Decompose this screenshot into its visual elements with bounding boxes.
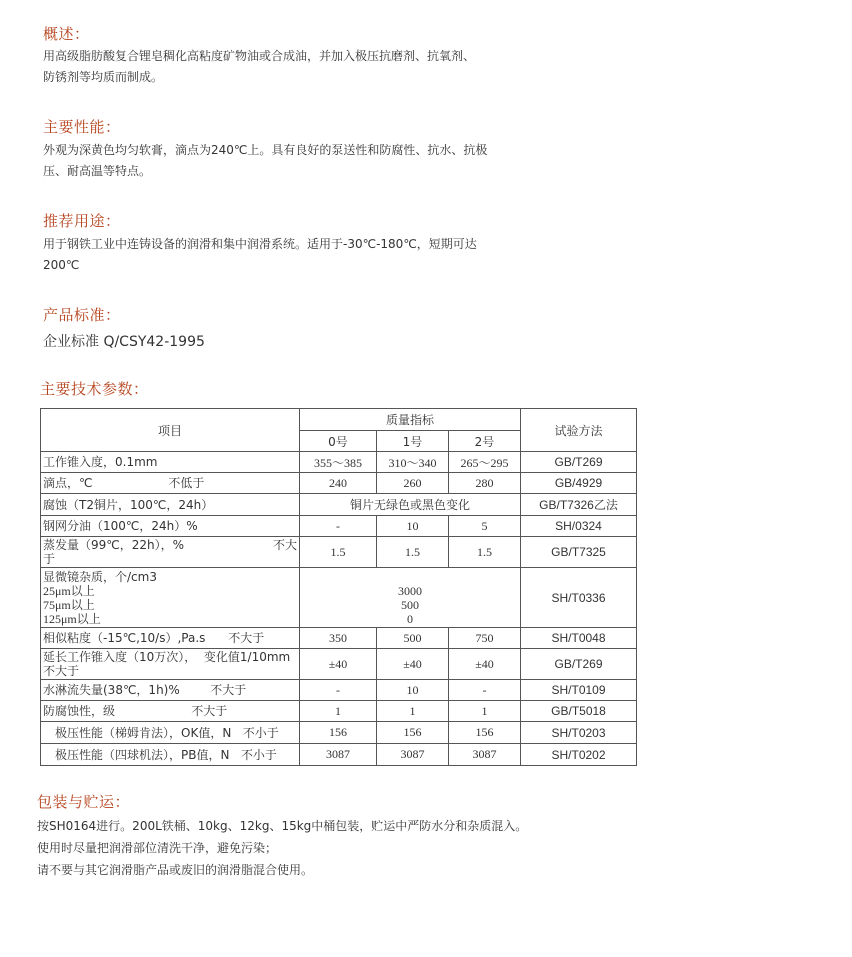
row-method: SH/T0336 — [521, 568, 637, 628]
row-item — [41, 722, 300, 744]
table-row — [41, 701, 637, 722]
row-item: 钢网分油（100℃，24h）% — [41, 516, 300, 537]
row-value: 1.5 — [449, 537, 521, 568]
row-method: SH/T0202 — [521, 744, 637, 766]
row-value: - — [300, 680, 377, 701]
row-item: 工作锥入度，0.1mm — [41, 452, 300, 473]
standard-text: 企业标准 Q/CSY42-1995 — [43, 334, 205, 350]
packaging-title: 包装与贮运： — [37, 793, 131, 811]
row-method: SH/T0109 — [521, 680, 637, 701]
row-item-label: 滴点，℃ — [43, 476, 93, 490]
row-method: GB/T7325 — [521, 537, 637, 568]
header-grade-2: 2号 — [449, 431, 521, 452]
performance-line: 压、耐高温等特点。 — [43, 164, 152, 178]
overview-text — [43, 46, 475, 88]
header-method: 试验方法 — [521, 409, 637, 452]
row-item-label: 水淋流失量(38℃，1h)% 不大于 — [43, 683, 247, 697]
row-item-line: 延长工作锥入度（10万次）， 变化值1/10mm — [43, 650, 291, 664]
row-value: 3087 — [449, 744, 521, 766]
packaging-line: 请不要与其它润滑脂产品或废旧的润滑脂混合使用。 — [37, 863, 314, 877]
row-value: 1 — [449, 701, 521, 722]
row-item — [41, 649, 300, 680]
row-item — [41, 568, 300, 628]
performance-title: 主要性能： — [43, 118, 121, 136]
row-value: - — [300, 516, 377, 537]
table-row — [41, 516, 637, 537]
row-item — [41, 701, 300, 722]
row-item-label: 极压性能（四球机法），PB值，N 不小于 — [55, 747, 277, 762]
row-value: 3087 — [377, 744, 449, 766]
row-item-line: 75μm以上 — [43, 597, 95, 612]
row-value: 350 — [300, 628, 377, 649]
tech-title: 主要技术参数： — [40, 380, 149, 398]
row-item-line: 125μm以上 — [43, 611, 101, 626]
row-method: SH/0324 — [521, 516, 637, 537]
row-item-label: 蒸发量（99℃，22h），% — [43, 538, 185, 552]
row-item-label: 极压性能（梯姆肯法），OK值，N 不小于 — [55, 725, 279, 740]
row-item-limit: 不低于 — [168, 476, 205, 490]
usage-line: 用于钢铁工业中连铸设备的润滑和集中润滑系统。适用于-30℃-180℃，短期可达 — [43, 237, 477, 251]
packaging-line: 使用时尽量把润滑部位清洗干净，避免污染； — [37, 841, 278, 855]
table-row — [41, 452, 637, 473]
packaging-line: 按SH0164进行。200L铁桶、10kg、12kg、15kg中桶包装，贮运中严防水分和杂质混入。 — [37, 819, 528, 833]
row-method: SH/T0203 — [521, 722, 637, 744]
row-item-limit: 不大 — [272, 538, 297, 552]
row-method: GB/T5018 — [521, 701, 637, 722]
table-row — [41, 473, 637, 494]
table-row — [41, 537, 637, 568]
header-grade-1: 1号 — [377, 431, 449, 452]
row-item-label: 防腐蚀性，级 不大于 — [43, 704, 228, 718]
table-header-row — [41, 409, 637, 431]
row-item-line: 不大于 — [43, 664, 80, 678]
table-row — [41, 722, 637, 744]
overview-title: 概述： — [43, 25, 90, 43]
table-row — [41, 649, 637, 680]
row-value: 1 — [377, 701, 449, 722]
row-item: 腐蚀（T2铜片，100℃，24h） — [41, 494, 300, 516]
row-value: 10 — [377, 516, 449, 537]
table-row — [41, 744, 637, 766]
table-row — [41, 494, 637, 516]
row-value: 500 — [377, 628, 449, 649]
usage-title: 推荐用途： — [43, 212, 121, 230]
row-value: 156 — [300, 722, 377, 744]
packaging-text — [37, 815, 527, 881]
row-item-line: 显微镜杂质，个/cm3 — [43, 569, 157, 584]
header-grade-0: 0号 — [300, 431, 377, 452]
performance-line: 外观为深黄色均匀软膏，滴点为240℃上。具有良好的泵送性和防腐性、抗水、抗极 — [43, 143, 488, 157]
row-method: GB/T7326乙法 — [521, 494, 637, 516]
row-value: 240 — [300, 473, 377, 494]
row-value: 10 — [377, 680, 449, 701]
usage-line: 200℃ — [43, 258, 80, 272]
row-method: SH/T0048 — [521, 628, 637, 649]
row-value: 156 — [449, 722, 521, 744]
row-value: 355～385 — [300, 452, 377, 473]
row-value: ±40 — [300, 649, 377, 680]
header-item: 项目 — [41, 409, 300, 452]
table-row — [41, 680, 637, 701]
tech-params-table — [40, 408, 637, 766]
row-value: 5 — [449, 516, 521, 537]
row-value: 1 — [300, 701, 377, 722]
row-merged-line: 3000 — [398, 583, 422, 598]
performance-text — [43, 140, 487, 182]
row-method: GB/T269 — [521, 649, 637, 680]
row-item — [41, 680, 300, 701]
row-item — [41, 473, 300, 494]
row-method: GB/T269 — [521, 452, 637, 473]
row-merged-line: 0 — [407, 611, 413, 626]
header-quality: 质量指标 — [300, 409, 521, 431]
standard-title: 产品标准： — [43, 306, 121, 324]
overview-line: 防锈剂等均质而制成。 — [43, 70, 164, 84]
row-merged-line: 500 — [401, 597, 419, 612]
row-value: ±40 — [449, 649, 521, 680]
row-value: 310～340 — [377, 452, 449, 473]
row-method: GB/4929 — [521, 473, 637, 494]
row-value: - — [449, 680, 521, 701]
row-value: 265～295 — [449, 452, 521, 473]
row-value: 156 — [377, 722, 449, 744]
row-item — [41, 537, 300, 568]
row-value: 260 — [377, 473, 449, 494]
overview-line: 用高级脂肪酸复合锂皂稠化高粘度矿物油或合成油，并加入极压抗磨剂、抗氧剂、 — [43, 49, 476, 63]
row-item-line: 25μm以上 — [43, 583, 95, 598]
row-merged-value: 铜片无绿色或黑色变化 — [300, 494, 521, 516]
row-item-continuation: 于 — [43, 552, 56, 566]
table-row — [41, 568, 637, 628]
row-value: ±40 — [377, 649, 449, 680]
row-item — [41, 628, 300, 649]
row-item-label: 相似粘度（-15℃,10/s）,Pa.s 不大于 — [43, 631, 265, 645]
row-value: 1.5 — [300, 537, 377, 568]
row-value: 750 — [449, 628, 521, 649]
row-item — [41, 744, 300, 766]
row-value: 1.5 — [377, 537, 449, 568]
usage-text — [43, 234, 477, 276]
row-merged-value — [300, 568, 521, 628]
row-value: 3087 — [300, 744, 377, 766]
row-value: 280 — [449, 473, 521, 494]
table-row — [41, 628, 637, 649]
